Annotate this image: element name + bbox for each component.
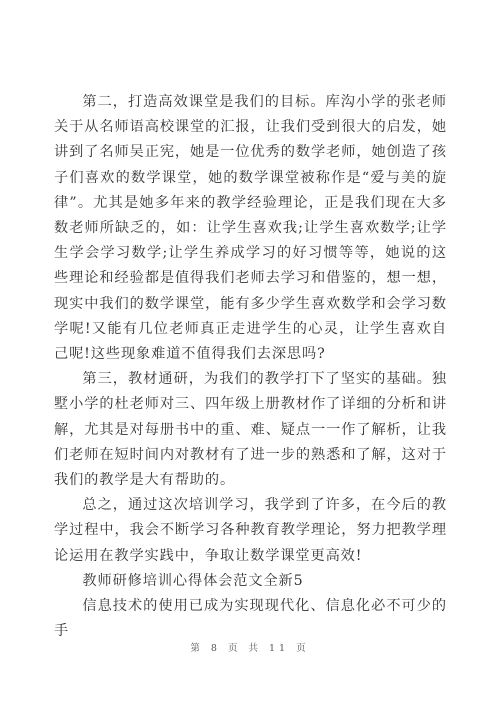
section-heading: 教师研修培训心得体会范文全新5 [82, 572, 304, 589]
page-number-footer: 第 8 页 共 11 页 [190, 643, 310, 654]
paragraph-second-point: 第二，打造高效课堂是我们的目标。库沟小学的张老师关于从名师语高校课堂的汇报，让我们受到很大的启发，她讲到了名师吴正宪，她是一位优秀的数学老师，她创造了孩子们喜欢的数学课堂，她的数学课堂被称作是“爱与美的旋律”。尤其是她多年来的教学经验理论，正是我们现在大多数老师所缺乏的，如：让学生喜欢我;让学生喜欢数学;让学生学会学习数学;让学生养成学习的好习惯等等，她说的这些理论和经验都是值得我们老师去学习和借鉴的，想一想，现实中我们的数学课堂，能有多少学生喜欢数学和会学习数学呢!又能有几位老师真正走进学生的心灵，让学生喜欢自己呢!这些现象难道不值得我们去深思吗? [54, 94, 447, 363]
paragraph-summary: 总之，通过这次培训学习，我学到了许多，在今后的教学过程中，我会不断学习各种教育教学理论，努力把教学理论运用在教学实践中，争取让数学课堂更高效! [54, 497, 447, 564]
paragraph-third-point: 第三，教材通研，为我们的教学打下了坚实的基础。独墅小学的杜老师对三、四年级上册教材作了详细的分析和讲解，尤其是对每册书中的重、难、疑点一一作了解析，让我们老师在短时间内对教材有了进一步的熟悉和了解，这对于我们的教学是大有帮助的。 [54, 371, 447, 489]
document-body [54, 90, 447, 644]
paragraph-info-tech: 信息技术的使用已成为实现现代化、信息化必不可少的手 [54, 598, 447, 640]
